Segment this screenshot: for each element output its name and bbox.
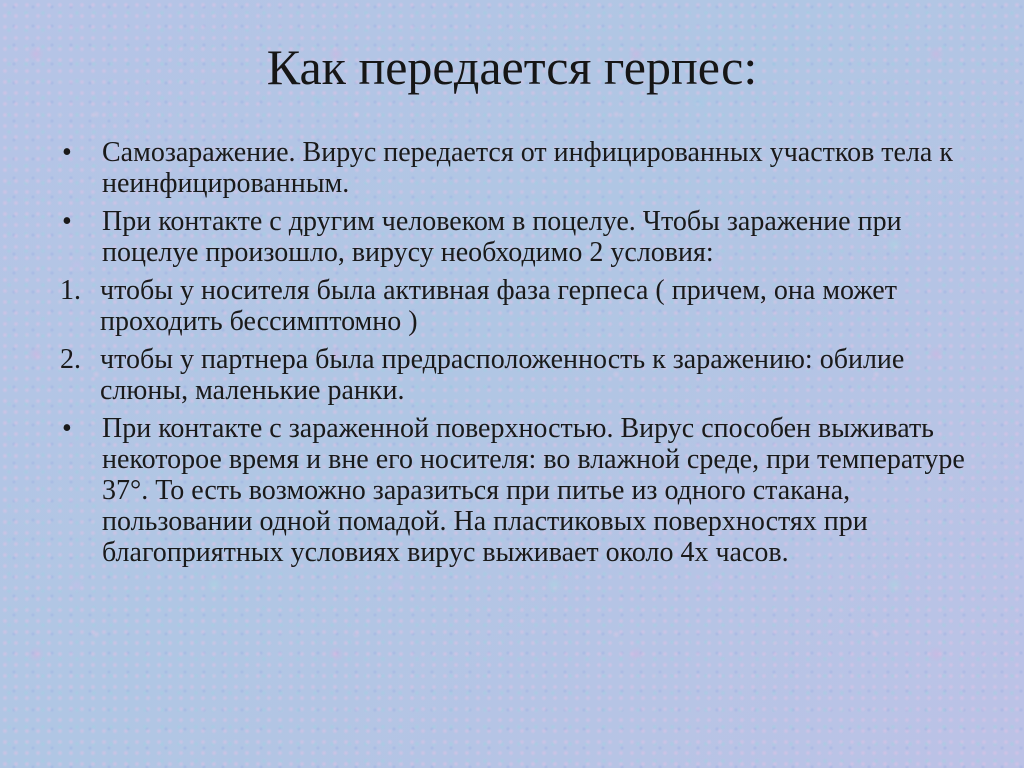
list-item	[60, 275, 980, 337]
list-item	[60, 344, 980, 406]
bullet-marker: •	[62, 413, 72, 444]
list-item	[60, 413, 980, 568]
list-item-text: При контакте с зараженной поверхностью. Вирус способен выживать некоторое время и вне его носителя: во влажной среде, при температуре 37°. То есть возможно заразиться при питье из одного стакана, пользовании одной помадой. На пластиковых поверхностях при благоприятных условиях вирус выживает около 4х часов.	[102, 413, 965, 568]
bullet-marker: •	[62, 206, 72, 237]
number-marker: 2.	[60, 344, 81, 375]
list-item	[60, 206, 980, 268]
list-item-text: чтобы у партнера была предрасположенность к заражению: обилие слюны, маленькие ранки.	[100, 344, 905, 406]
list-item-text: Самозаражение. Вирус передается от инфицированных участков тела к неинфицированным.	[102, 137, 953, 199]
bullet-marker: •	[62, 137, 72, 168]
list-item-text: чтобы у носителя была активная фаза герпеса ( причем, она может проходить бессимптомно )	[100, 275, 897, 337]
list-item-text: При контакте с другим человеком в поцелуе. Чтобы заражение при поцелуе произошло, вирусу необходимо 2 условия:	[102, 206, 902, 268]
slide-title: Как передается герпес:	[266, 39, 758, 95]
number-marker: 1.	[60, 275, 81, 306]
list-item	[60, 137, 980, 199]
bullet-list	[60, 137, 980, 575]
